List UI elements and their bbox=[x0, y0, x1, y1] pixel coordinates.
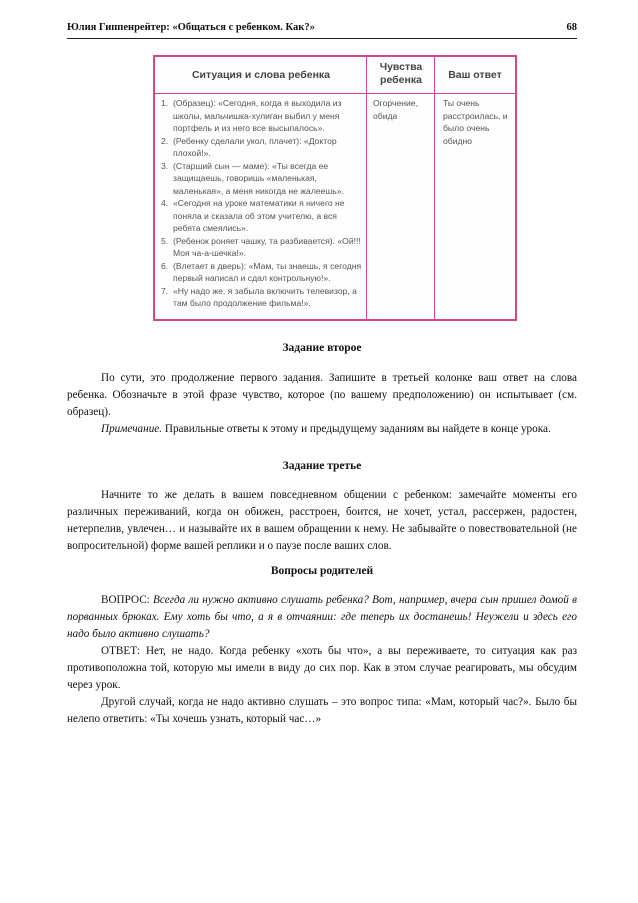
task3-text bbox=[67, 487, 577, 555]
task2-note bbox=[67, 421, 577, 438]
header-situation: Ситуация и слова ребенка bbox=[191, 69, 331, 81]
column-divider bbox=[434, 57, 435, 319]
column-divider bbox=[366, 57, 367, 319]
answer-paragraph: ОТВЕТ: Нет, не надо. Когда ребенку «хоть бы что», а вы переживаете, то ситуация как раз противоположна той, которую мы имели в виду до сих пор. Как в этом случае реагировать, мы обсудим через урок. bbox=[67, 645, 577, 691]
task3-paragraph: Начните то же делать в вашем повседневном общении с ребенком: замечайте моменты его различных переживаний, когда он обижен, расстроен, боится, не хочет, устал, рассержен, радостен, нетерпелив, увлечен… и называйте их в вашем обращении к нему. Не забывайте о повествовательной (не вопросительной) форме вашей реплики и о паузе после ваших слов. bbox=[67, 489, 577, 552]
questions-text bbox=[67, 592, 577, 728]
note-text: Правильные ответы к этому и предыдущему заданиям вы найдете в конце урока. bbox=[162, 423, 551, 435]
book-title: Юлия Гиппенрейтер: «Общаться с ребенком. Как?» bbox=[67, 22, 315, 33]
list-item: 7. «Ну надо же, я забыла включить телевизор, а там было продолжение фильма!». bbox=[161, 285, 357, 308]
header-feelings: Чувства ребенка bbox=[379, 61, 423, 86]
header-answer: Ваш ответ bbox=[448, 69, 502, 81]
question-text: Всегда ли нужно активно слушать ребенка? Вот, например, вчера сын пришел домой в порванных брюках. Ему хоть бы что, а я в отчаянии: где теперь их достанешь! Неужели и здесь его надо было активно слушать? bbox=[67, 594, 577, 640]
task3-heading: Задание третье bbox=[282, 460, 362, 472]
page-number: 68 bbox=[566, 22, 577, 33]
task2-paragraph: По сути, это продолжение первого задания. Запишите в третьей колонке ваш ответ на слова ребенка. Обозначьте в этой фразе чувство, которое (по вашему предположению) он испытывает (см. образец). bbox=[67, 372, 577, 418]
questions-heading: Вопросы родителей bbox=[270, 565, 374, 577]
task2-heading: Задание второе bbox=[282, 342, 362, 354]
situation-list bbox=[161, 97, 365, 310]
other-case-paragraph: Другой случай, когда не надо активно слушать – это вопрос типа: «Мам, который час?». Было бы нелепо ответить: «Ты хочешь узнать, который час…» bbox=[67, 696, 577, 725]
list-item: 6. (Влетает в дверь): «Мам, ты знаешь, я сегодня первый написал и сдал контрольную!». bbox=[161, 260, 362, 283]
note-label: Примечание. bbox=[101, 423, 163, 435]
list-item: 2. (Ребенку сделали укол, плачет): «Доктор плохой!». bbox=[161, 135, 337, 158]
task2-text bbox=[67, 370, 577, 438]
list-item: 3. (Старший сын — маме): «Ты всегда ее защищаешь, говоришь «маленькая, маленькая», а меня никогда не жалеешь». bbox=[161, 160, 344, 196]
page-header bbox=[67, 22, 577, 39]
sample-feelings: Огорчение, обида bbox=[373, 98, 418, 121]
question-paragraph bbox=[67, 592, 577, 643]
sample-answer: Ты очень расстроилась, и было очень обидно bbox=[443, 98, 508, 146]
table-header bbox=[155, 57, 515, 94]
list-item: 5. (Ребенок роняет чашку, та разбивается). «Ой!!! Моя ча-а-шечка!». bbox=[161, 235, 361, 258]
question-label: ВОПРОС: bbox=[101, 594, 150, 606]
list-item: 1. (Образец): «Сегодня, когда я выходила из школы, мальчишка-хулиган выбил у меня портфель и из него все высыпалось». bbox=[161, 98, 342, 133]
list-item: 4. «Сегодня на уроке математики я ничего не поняла и сказала об этом учителю, а вся ребята смеялись». bbox=[161, 198, 345, 233]
exercise-table bbox=[153, 55, 517, 321]
